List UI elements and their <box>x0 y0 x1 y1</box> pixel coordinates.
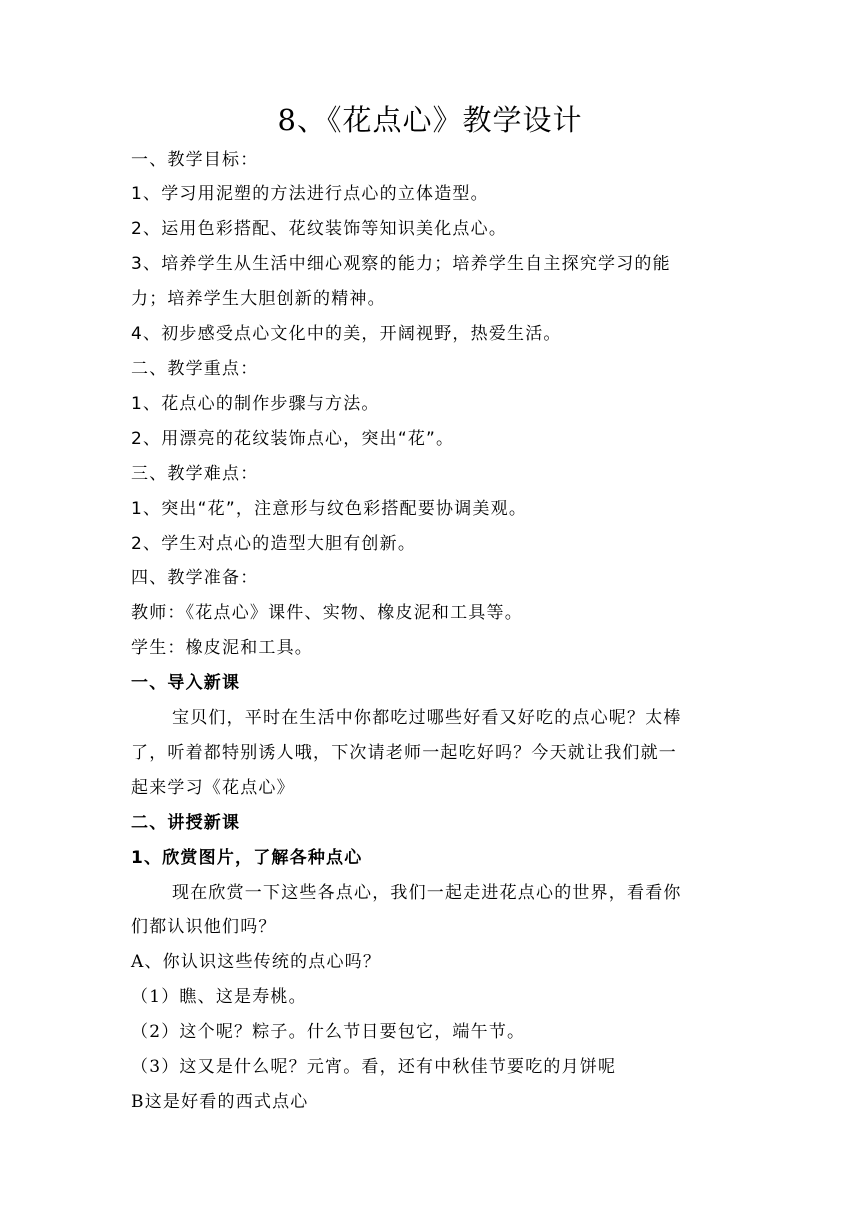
item-b: B这是好看的西式点心 <box>131 1092 309 1112</box>
section-heading-difficulties: 三、教学难点： <box>131 464 259 484</box>
introduction-paragraph-line-1: 宝贝们，平时在生活中你都吃过哪些好看又好吃的点心呢？太棒 <box>172 708 682 728</box>
key-point-2: 2、用漂亮的花纹装饰点心，突出“花”。 <box>131 429 455 449</box>
section-heading-preparation: 四、教学准备： <box>131 568 259 588</box>
key-point-1: 1、花点心的制作步骤与方法。 <box>131 394 380 414</box>
section-heading-new-lesson: 二、讲授新课 <box>131 813 241 833</box>
objective-1: 1、学习用泥塑的方法进行点心的立体造型。 <box>131 184 489 204</box>
section-heading-key-points: 二、教学重点： <box>131 359 259 379</box>
preparation-teacher: 教师：《花点心》课件、实物、橡皮泥和工具等。 <box>131 603 523 623</box>
subheading-appreciate-pictures: 1、欣赏图片，了解各种点心 <box>131 848 363 868</box>
appreciate-paragraph-line-2: 们都认识他们吗？ <box>131 917 277 937</box>
item-3: （3）这又是什么呢？元宵。看，还有中秋佳节要吃的月饼呢 <box>131 1057 617 1077</box>
objective-2: 2、运用色彩搭配、花纹装饰等知识美化点心。 <box>131 219 508 239</box>
section-heading-objectives: 一、教学目标： <box>131 150 259 170</box>
preparation-student: 学生：橡皮泥和工具。 <box>131 638 313 658</box>
introduction-paragraph-line-3: 起来学习《花点心》 <box>131 778 295 798</box>
item-2: （2）这个呢？粽子。什么节日要包它，端午节。 <box>131 1022 526 1042</box>
document-title: 8、《花点心》教学设计 <box>277 103 583 137</box>
item-1: （1）瞧、这是寿桃。 <box>131 987 307 1007</box>
introduction-paragraph-line-2: 了，听着都特别诱人哦，下次请老师一起吃好吗？今天就让我们就一 <box>131 743 677 763</box>
appreciate-paragraph-line-1: 现在欣赏一下这些各点心，我们一起走进花点心的世界，看看你 <box>172 883 682 903</box>
difficulty-1: 1、突出“花”，注意形与纹色彩搭配要协调美观。 <box>131 499 528 519</box>
objective-3: 3、培养学生从生活中细心观察的能力；培养学生自主探究学习的能 <box>131 254 671 274</box>
question-a: A、你认识这些传统的点心吗？ <box>131 952 382 972</box>
difficulty-2: 2、学生对点心的造型大胆有创新。 <box>131 534 417 554</box>
objective-4: 4、初步感受点心文化中的美，开阔视野，热爱生活。 <box>131 324 562 344</box>
objective-3-continued: 力；培养学生大胆创新的精神。 <box>131 289 386 309</box>
section-heading-introduction: 一、导入新课 <box>131 673 241 693</box>
